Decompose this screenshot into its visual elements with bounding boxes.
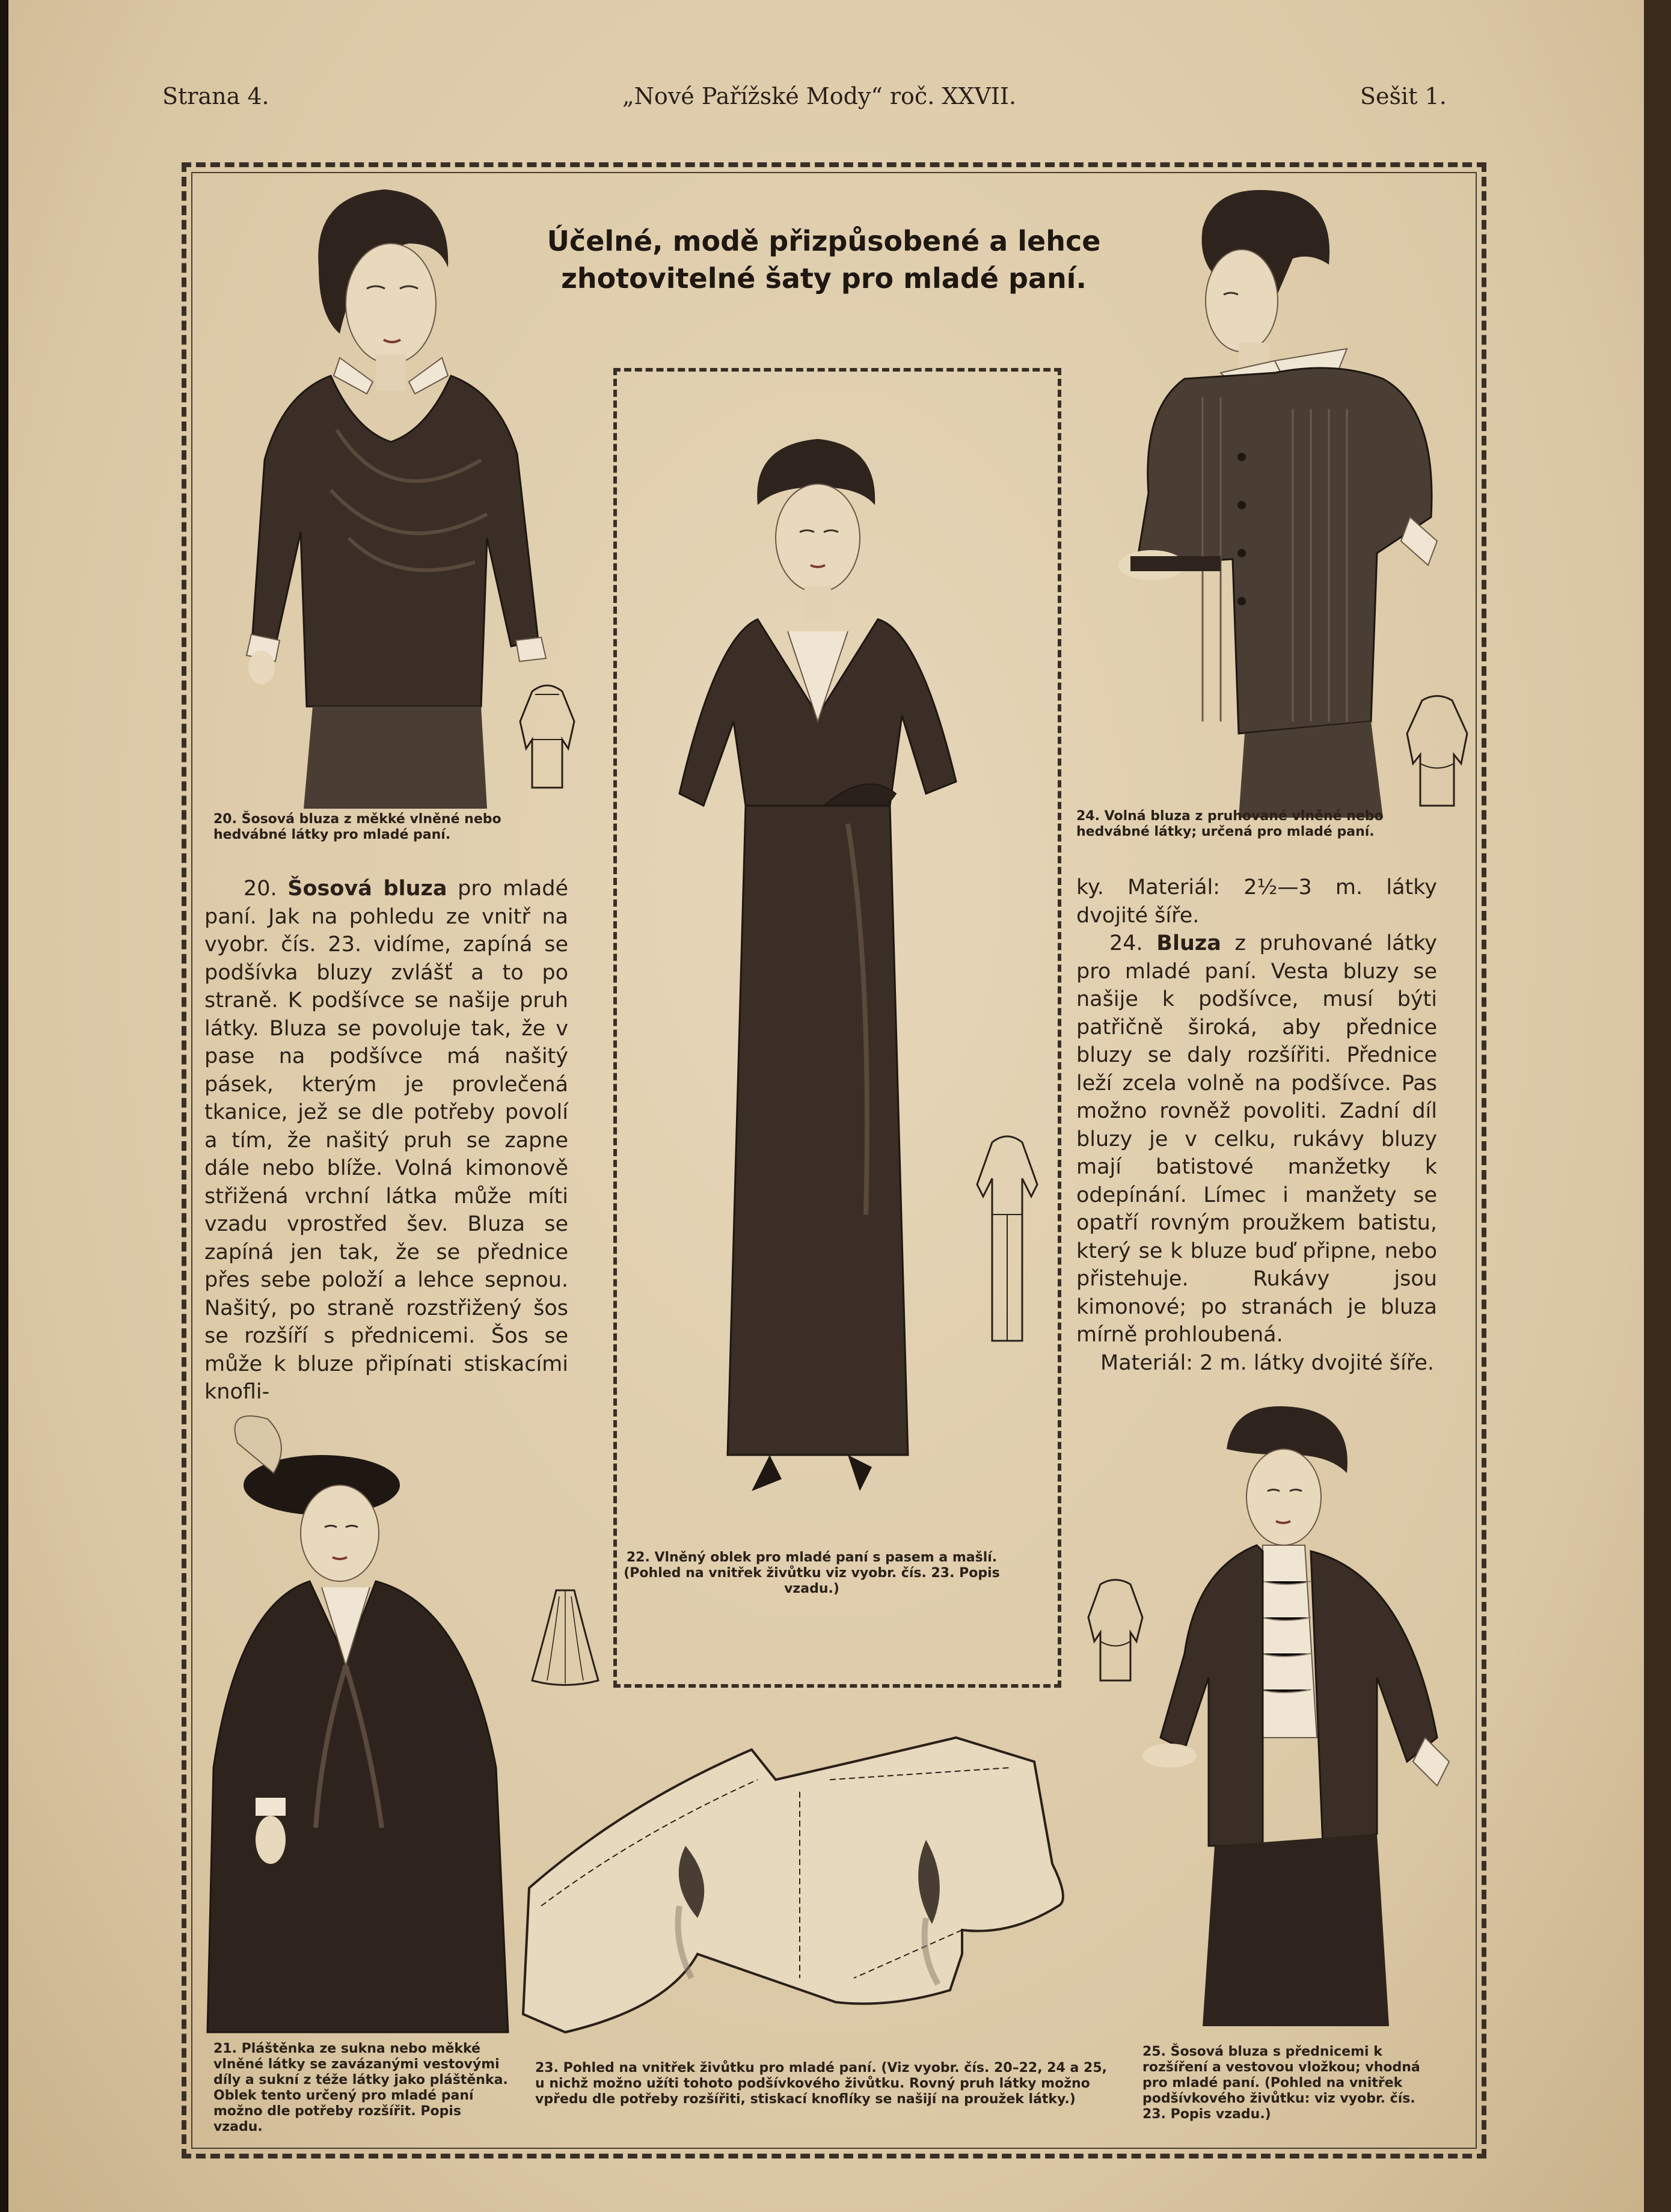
article-24-heading: Bluza (1156, 931, 1221, 955)
magazine-title: „Nové Pařížské Mody“ roč. XXVII. (622, 83, 1017, 109)
article-24-number: 24. (1109, 931, 1143, 955)
figure-25-illustration (1124, 1401, 1485, 2038)
article-20-body: pro mladé paní. Jak na pohledu ze vnitř na vyobr. čís. 23. vidíme, zapíná se podšívka bluzy zvlášť a to po straně. K podšívce se našije pruh látky. Bluza se povoluje tak, že v pase na podšívce má našitý pásek, kterým je provlečená tkanice, jež se dle potřeby povolí a tím, že našitý pruh se zapne dále nebo blíže. Volná kimonově střižená vrchní látka může míti vzadu vprostřed šev. Bluza se zapíná jen tak, že se přednice přes sebe položí a lehce sepnou. Našitý, po straně rozstřižený šos se rozšíří s přednicemi. Šos se může k bluze připínati stiskacími knofli- (204, 877, 568, 1404)
article-24-body: z pruhované látky pro mladé paní. Vesta bluzy se našije k podšívce, musí býti patřičně široká, aby přednice bluzy se daly rozšířiti. Přednice leží zcela volně na podšívce. Pas možno rovněž povoliti. Zadní díl bluzy je v celku, rukávy bluzy mají batistové manžetky k odepínání. Límec i manžety se opatří rovným proužkem batistu, který se k bluze buď připne, nebo přistehuje. Rukávy jsou kimonové; po stranách je bluza mírně prohloubená. (1076, 931, 1437, 1347)
headline-line-1: Účelné, modě přizpůsobené a lehce (547, 225, 1101, 257)
figure-23-pattern-illustration (517, 1726, 1167, 2044)
article-20-number: 20. (244, 877, 277, 901)
caption-25: 25. Šosová bluza s přednicemi k rozšíření a vestovou vložkou; vhodná pro mladé paní. (Pohled na vnitřek podšívkového živůtku: viz vyobr. čís. 23. Popis vzadu.) (1142, 2044, 1420, 2122)
caption-24: 24. Volná bluza z pruhované vlněné nebo hedvábné látky; určená pro mladé paní. (1076, 809, 1384, 839)
article-20-continuation: ky. Materiál: 2½—3 m. látky dvojité šíře. (1076, 875, 1437, 928)
page-edge (1644, 0, 1671, 2212)
caption-21: 21. Pláštěnka ze sukna nebo měkké vlněné látky se zavázanými vestovými díly a sukní z téže látky jako pláštěnka. Oblek tento určený pro mladé paní možno dle potřeby rozšířit. Popis vzadu. (213, 2041, 508, 2134)
page-number: Strana 4. (162, 83, 269, 109)
article-20-text (204, 875, 568, 1406)
figure-22-illustration (667, 433, 968, 1515)
page-headline (529, 222, 1118, 297)
caption-22: 22. Vlněný oblek pro mladé paní s pasem a mašlí. (Pohled na vnitřek živůtku viz vyobr. čís. 23. Popis vzadu.) (624, 1550, 1000, 1596)
issue-number: Sešit 1. (1360, 83, 1447, 109)
caption-20: 20. Šosová bluza z měkké vlněné nebo hedvábné látky pro mladé paní. (213, 812, 501, 842)
article-24-material: Materiál: 2 m. látky dvojité šíře. (1100, 1350, 1435, 1375)
caption-23: 23. Pohled na vnitřek živůtku pro mladé paní. (Viz vyobr. čís. 20–22, 24 a 25, u nichž možno užíti tohoto podšívkového živůtku. Rovný pruh látky možno vpředu dle potřeby rozšířiti, stiskací knoflíky se našijí na proužek látky.) (535, 2060, 1107, 2107)
article-24-text (1076, 874, 1437, 1377)
figure-25-back-view-sketch (1082, 1575, 1148, 1687)
figure-24-back-view-sketch (1401, 691, 1473, 812)
figure-21-illustration (201, 1407, 526, 2044)
figure-22-back-view-sketch (971, 1130, 1043, 1347)
headline-line-2: zhotovitelné šaty pro mladé paní. (561, 262, 1087, 295)
figure-20-back-view-sketch (514, 679, 580, 794)
figure-21-skirt-sketch (529, 1584, 601, 1690)
article-20-heading: Šosová bluza (287, 877, 447, 901)
